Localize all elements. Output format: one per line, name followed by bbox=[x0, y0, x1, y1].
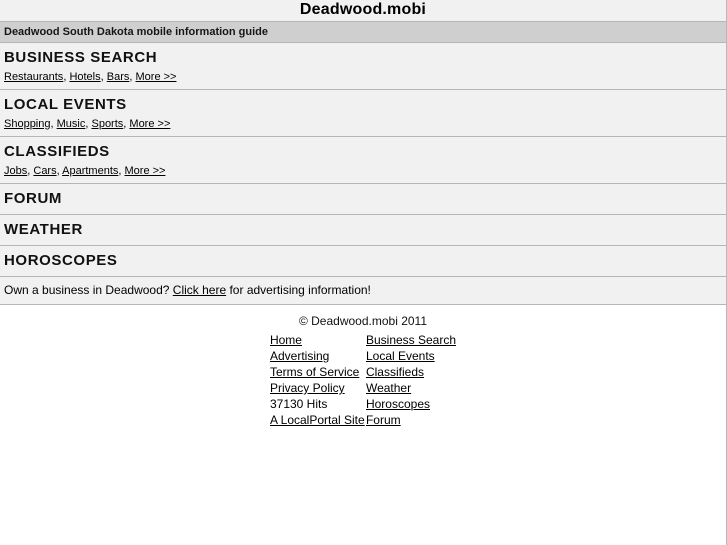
section-heading: FORUM bbox=[4, 190, 62, 207]
section-link[interactable]: Shopping bbox=[4, 118, 51, 130]
section-heading: WEATHER bbox=[4, 221, 83, 238]
link-separator: , bbox=[118, 165, 125, 177]
link-separator: , bbox=[63, 71, 70, 83]
link-separator: , bbox=[123, 118, 130, 130]
section-link[interactable]: Sports bbox=[91, 118, 124, 130]
tagline-bar bbox=[0, 22, 726, 43]
section-heading: LOCAL EVENTS bbox=[4, 96, 127, 113]
footer-cell-right bbox=[366, 413, 456, 429]
footer-cell-left bbox=[270, 397, 366, 413]
footer-cell-right bbox=[366, 381, 456, 397]
section-link[interactable]: Jobs bbox=[4, 165, 28, 177]
link-separator: , bbox=[27, 165, 34, 177]
section-link[interactable]: More >> bbox=[129, 118, 171, 130]
section-link[interactable]: Restaurants bbox=[4, 71, 64, 83]
footer-cell-right bbox=[366, 333, 456, 349]
section-links bbox=[4, 70, 722, 84]
footer bbox=[0, 305, 726, 432]
section-local-events[interactable] bbox=[0, 90, 726, 137]
link-separator: , bbox=[50, 118, 57, 130]
advert-text-before: Own a business in Deadwood? bbox=[4, 283, 173, 297]
footer-cell-right bbox=[366, 397, 456, 413]
footer-cell-right bbox=[366, 349, 456, 365]
footer-row bbox=[270, 365, 456, 381]
copyright-text: © Deadwood.mobi 2011 bbox=[298, 314, 428, 328]
site-tagline: Deadwood South Dakota mobile information guide bbox=[4, 26, 269, 38]
footer-cell-left bbox=[270, 333, 366, 349]
link-separator: , bbox=[56, 165, 63, 177]
footer-row bbox=[270, 381, 456, 397]
section-link[interactable]: Bars bbox=[106, 71, 130, 83]
section-link[interactable]: Music bbox=[56, 118, 86, 130]
section-link[interactable]: More >> bbox=[135, 71, 177, 83]
section-heading: HOROSCOPES bbox=[4, 252, 118, 269]
advert-click-here-link[interactable]: Click here bbox=[172, 283, 227, 297]
section-forum[interactable] bbox=[0, 184, 726, 215]
section-links bbox=[4, 164, 722, 178]
footer-links bbox=[270, 333, 456, 429]
footer-link[interactable]: Home bbox=[269, 333, 302, 347]
sections-container bbox=[0, 43, 726, 277]
section-classifieds[interactable] bbox=[0, 137, 726, 184]
footer-cell-right bbox=[366, 365, 456, 381]
title-bar bbox=[0, 0, 726, 22]
footer-link-table bbox=[270, 333, 456, 429]
footer-link[interactable]: Horoscopes bbox=[365, 397, 430, 411]
footer-row bbox=[270, 333, 456, 349]
footer-cell-left bbox=[270, 381, 366, 397]
footer-link[interactable]: Privacy Policy bbox=[269, 381, 345, 395]
footer-cell-left bbox=[270, 349, 366, 365]
link-separator: , bbox=[100, 71, 107, 83]
section-link[interactable]: Cars bbox=[33, 165, 57, 177]
footer-row bbox=[270, 397, 456, 413]
footer-link[interactable]: Advertising bbox=[269, 349, 330, 363]
advert-text-after: for advertising information! bbox=[226, 283, 371, 297]
footer-link[interactable]: A LocalPortal Site bbox=[269, 413, 365, 427]
footer-cell-left bbox=[270, 365, 366, 381]
section-heading: BUSINESS SEARCH bbox=[4, 49, 158, 66]
section-link[interactable]: Apartments bbox=[62, 165, 119, 177]
footer-static-text: 37130 Hits bbox=[269, 397, 328, 411]
footer-link[interactable]: Terms of Service bbox=[269, 365, 360, 379]
section-link[interactable]: More >> bbox=[124, 165, 166, 177]
footer-link[interactable]: Classifieds bbox=[365, 365, 424, 379]
section-weather[interactable] bbox=[0, 215, 726, 246]
section-heading: CLASSIFIEDS bbox=[4, 143, 110, 160]
footer-link[interactable]: Weather bbox=[365, 381, 412, 395]
link-separator: , bbox=[85, 118, 92, 130]
link-separator: , bbox=[129, 71, 136, 83]
section-business-search[interactable] bbox=[0, 43, 726, 90]
footer-link[interactable]: Business Search bbox=[365, 333, 457, 347]
footer-row bbox=[270, 413, 456, 429]
section-link[interactable]: Hotels bbox=[69, 71, 101, 83]
section-horoscopes[interactable] bbox=[0, 246, 726, 277]
advertising-notice bbox=[0, 277, 726, 305]
footer-row bbox=[270, 349, 456, 365]
section-links bbox=[4, 117, 722, 131]
footer-link[interactable]: Local Events bbox=[365, 349, 435, 363]
footer-link[interactable]: Forum bbox=[365, 413, 401, 427]
footer-cell-left bbox=[270, 413, 366, 429]
page-title: Deadwood.mobi bbox=[299, 1, 427, 18]
